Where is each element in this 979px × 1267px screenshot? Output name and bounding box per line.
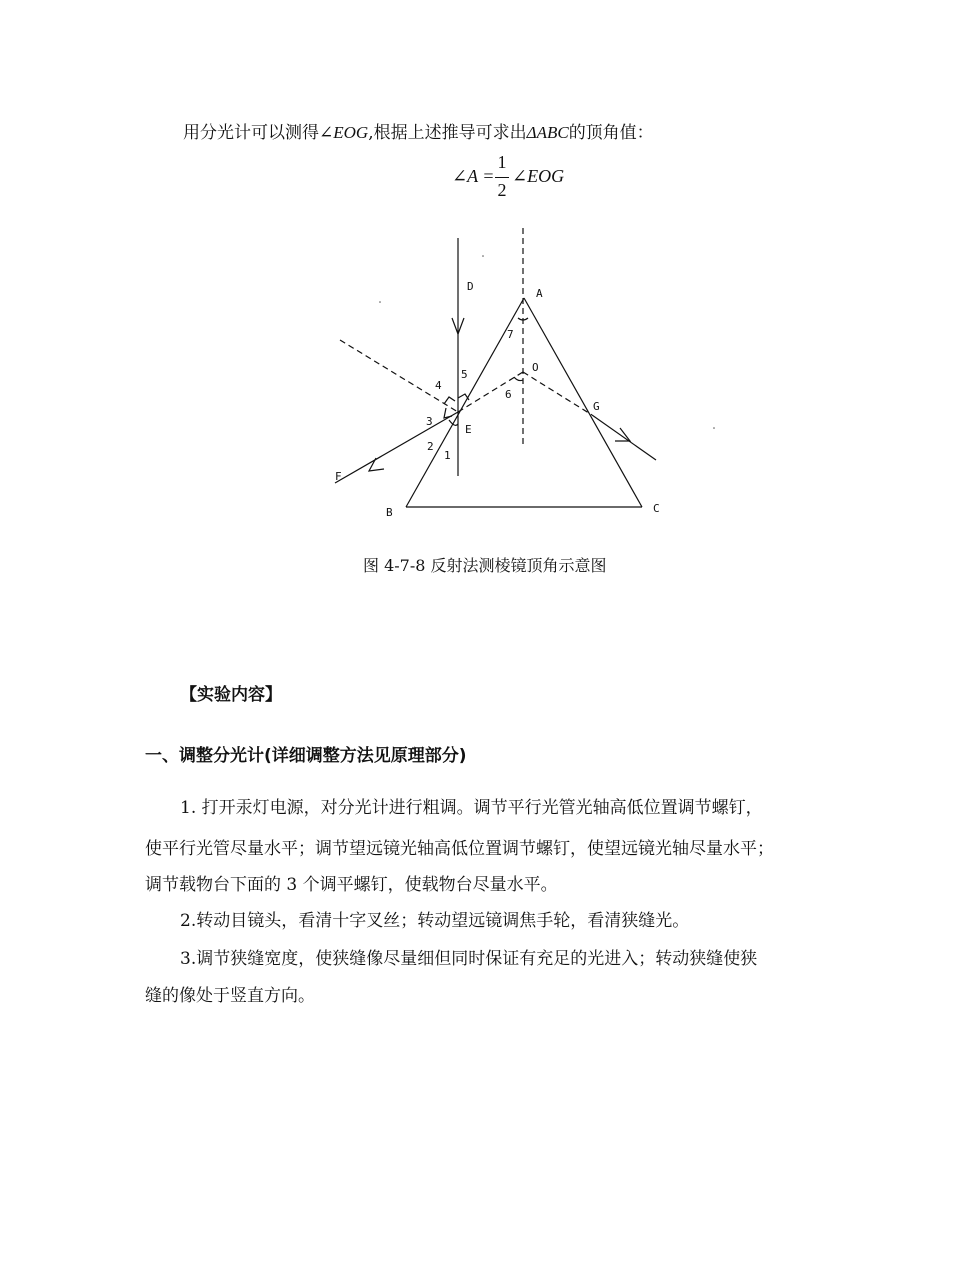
stray-dot (482, 255, 484, 257)
paragraph-1-line-1: 1. 打开汞灯电源，对分光计进行粗调。调节平行光管光轴高低位置调节螺钉， (180, 798, 763, 818)
stray-dot (713, 427, 715, 429)
section-heading: 【实验内容】 (180, 685, 282, 705)
angle-mark-4 (444, 397, 455, 404)
angle-mark-3 (444, 408, 452, 418)
label-o: O (532, 361, 539, 374)
line-eo-dashed (458, 372, 523, 412)
reflected-ray-arrow (369, 458, 384, 471)
reflected-ray-g (592, 415, 656, 460)
label-6: 6 (505, 388, 512, 401)
prism-side-ac (524, 298, 642, 507)
label-7: 7 (507, 328, 514, 341)
angle-mark-6 (514, 377, 523, 381)
label-e: E (465, 423, 472, 436)
label-a: A (536, 287, 543, 300)
subheading: 一、调整分光计(详细调整方法见原理部分) (145, 746, 467, 766)
formula-numerator: 1 (497, 152, 507, 172)
intro-triangle: ΔABC (526, 123, 569, 142)
intro-suffix: 的顶角值： (568, 123, 654, 143)
formula-denominator: 2 (497, 180, 507, 200)
paragraph-1-line-2: 使平行光管尽量水平；调节望远镜光轴高低位置调节螺钉，使望远镜光轴尽量水平； (145, 839, 774, 859)
intro-middle: ,根据上述推导可求出 (368, 123, 527, 143)
label-b: B (386, 506, 393, 519)
label-3: 3 (426, 415, 433, 428)
paragraph-2: 2.转动目镜头，看清十字叉丝；转动望远镜调焦手轮，看清狭缝光。 (180, 911, 690, 931)
formula-lhs: ∠A = (452, 166, 495, 186)
label-4: 4 (435, 379, 442, 392)
label-f: F (335, 470, 342, 483)
label-c: C (653, 502, 660, 515)
paragraph-1-line-3: 调节载物台下面的 3 个调平螺钉，使载物台尽量水平。 (145, 875, 558, 895)
normal-line-dashed (340, 340, 458, 412)
label-5: 5 (461, 368, 468, 381)
reflected-ray-g-arrow (615, 428, 630, 441)
label-2: 2 (427, 440, 434, 453)
label-d: D (467, 280, 474, 293)
figure-caption: 图 4-7-8 反射法测棱镜顶角示意图 (363, 556, 607, 575)
intro-angle-eog: ∠EOG (319, 123, 369, 142)
label-g: G (593, 400, 600, 413)
formula-rhs: ∠EOG (512, 166, 565, 186)
line-og-dashed (523, 372, 592, 415)
label-1: 1 (444, 449, 451, 462)
paragraph-3-line-1: 3.调节狭缝宽度，使狭缝像尽量细但同时保证有充足的光进入；转动狭缝使狭 (180, 949, 758, 969)
paragraph-3-line-2: 缝的像处于竖直方向。 (145, 986, 315, 1006)
intro-prefix: 用分光计可以测得 (183, 123, 319, 143)
stray-dot (379, 301, 381, 303)
